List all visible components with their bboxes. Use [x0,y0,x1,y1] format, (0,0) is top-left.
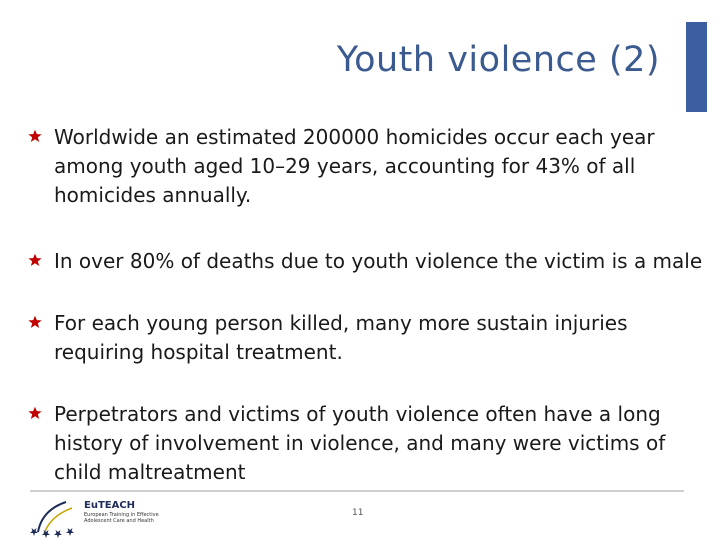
bullet-item [28,123,686,210]
bullet-text: For each young person killed, many more sustain injuries requiring hospital treatment. [54,311,628,364]
logo-name: EuTEACH [84,500,136,511]
bullet-item [28,247,714,276]
star-icon [28,129,42,143]
bullet-text: Worldwide an estimated 200000 homicides occur each year among youth aged 10–29 years, accounting for 43% of all homicides annually. [54,125,655,207]
star-icon [28,315,42,329]
bullet-text: In over 80% of deaths due to youth violence the victim is a male [54,249,703,273]
bullet-text: Perpetrators and victims of youth violence often have a long history of involvement in violence, and many were victims of child maltreatment [54,402,666,484]
title-accent-bar [686,22,707,112]
logo-tagline: European Training in Effective Adolescent Care and Health [84,512,159,524]
star-icon [28,406,42,420]
slide-title: Youth violence (2) [336,40,660,80]
bullet-item [28,309,686,367]
star-icon [28,253,42,267]
bullet-item [28,400,686,487]
logo-stars-icon [26,492,82,540]
page-number: 11 [352,508,364,518]
eutEACH-logo [26,492,186,540]
